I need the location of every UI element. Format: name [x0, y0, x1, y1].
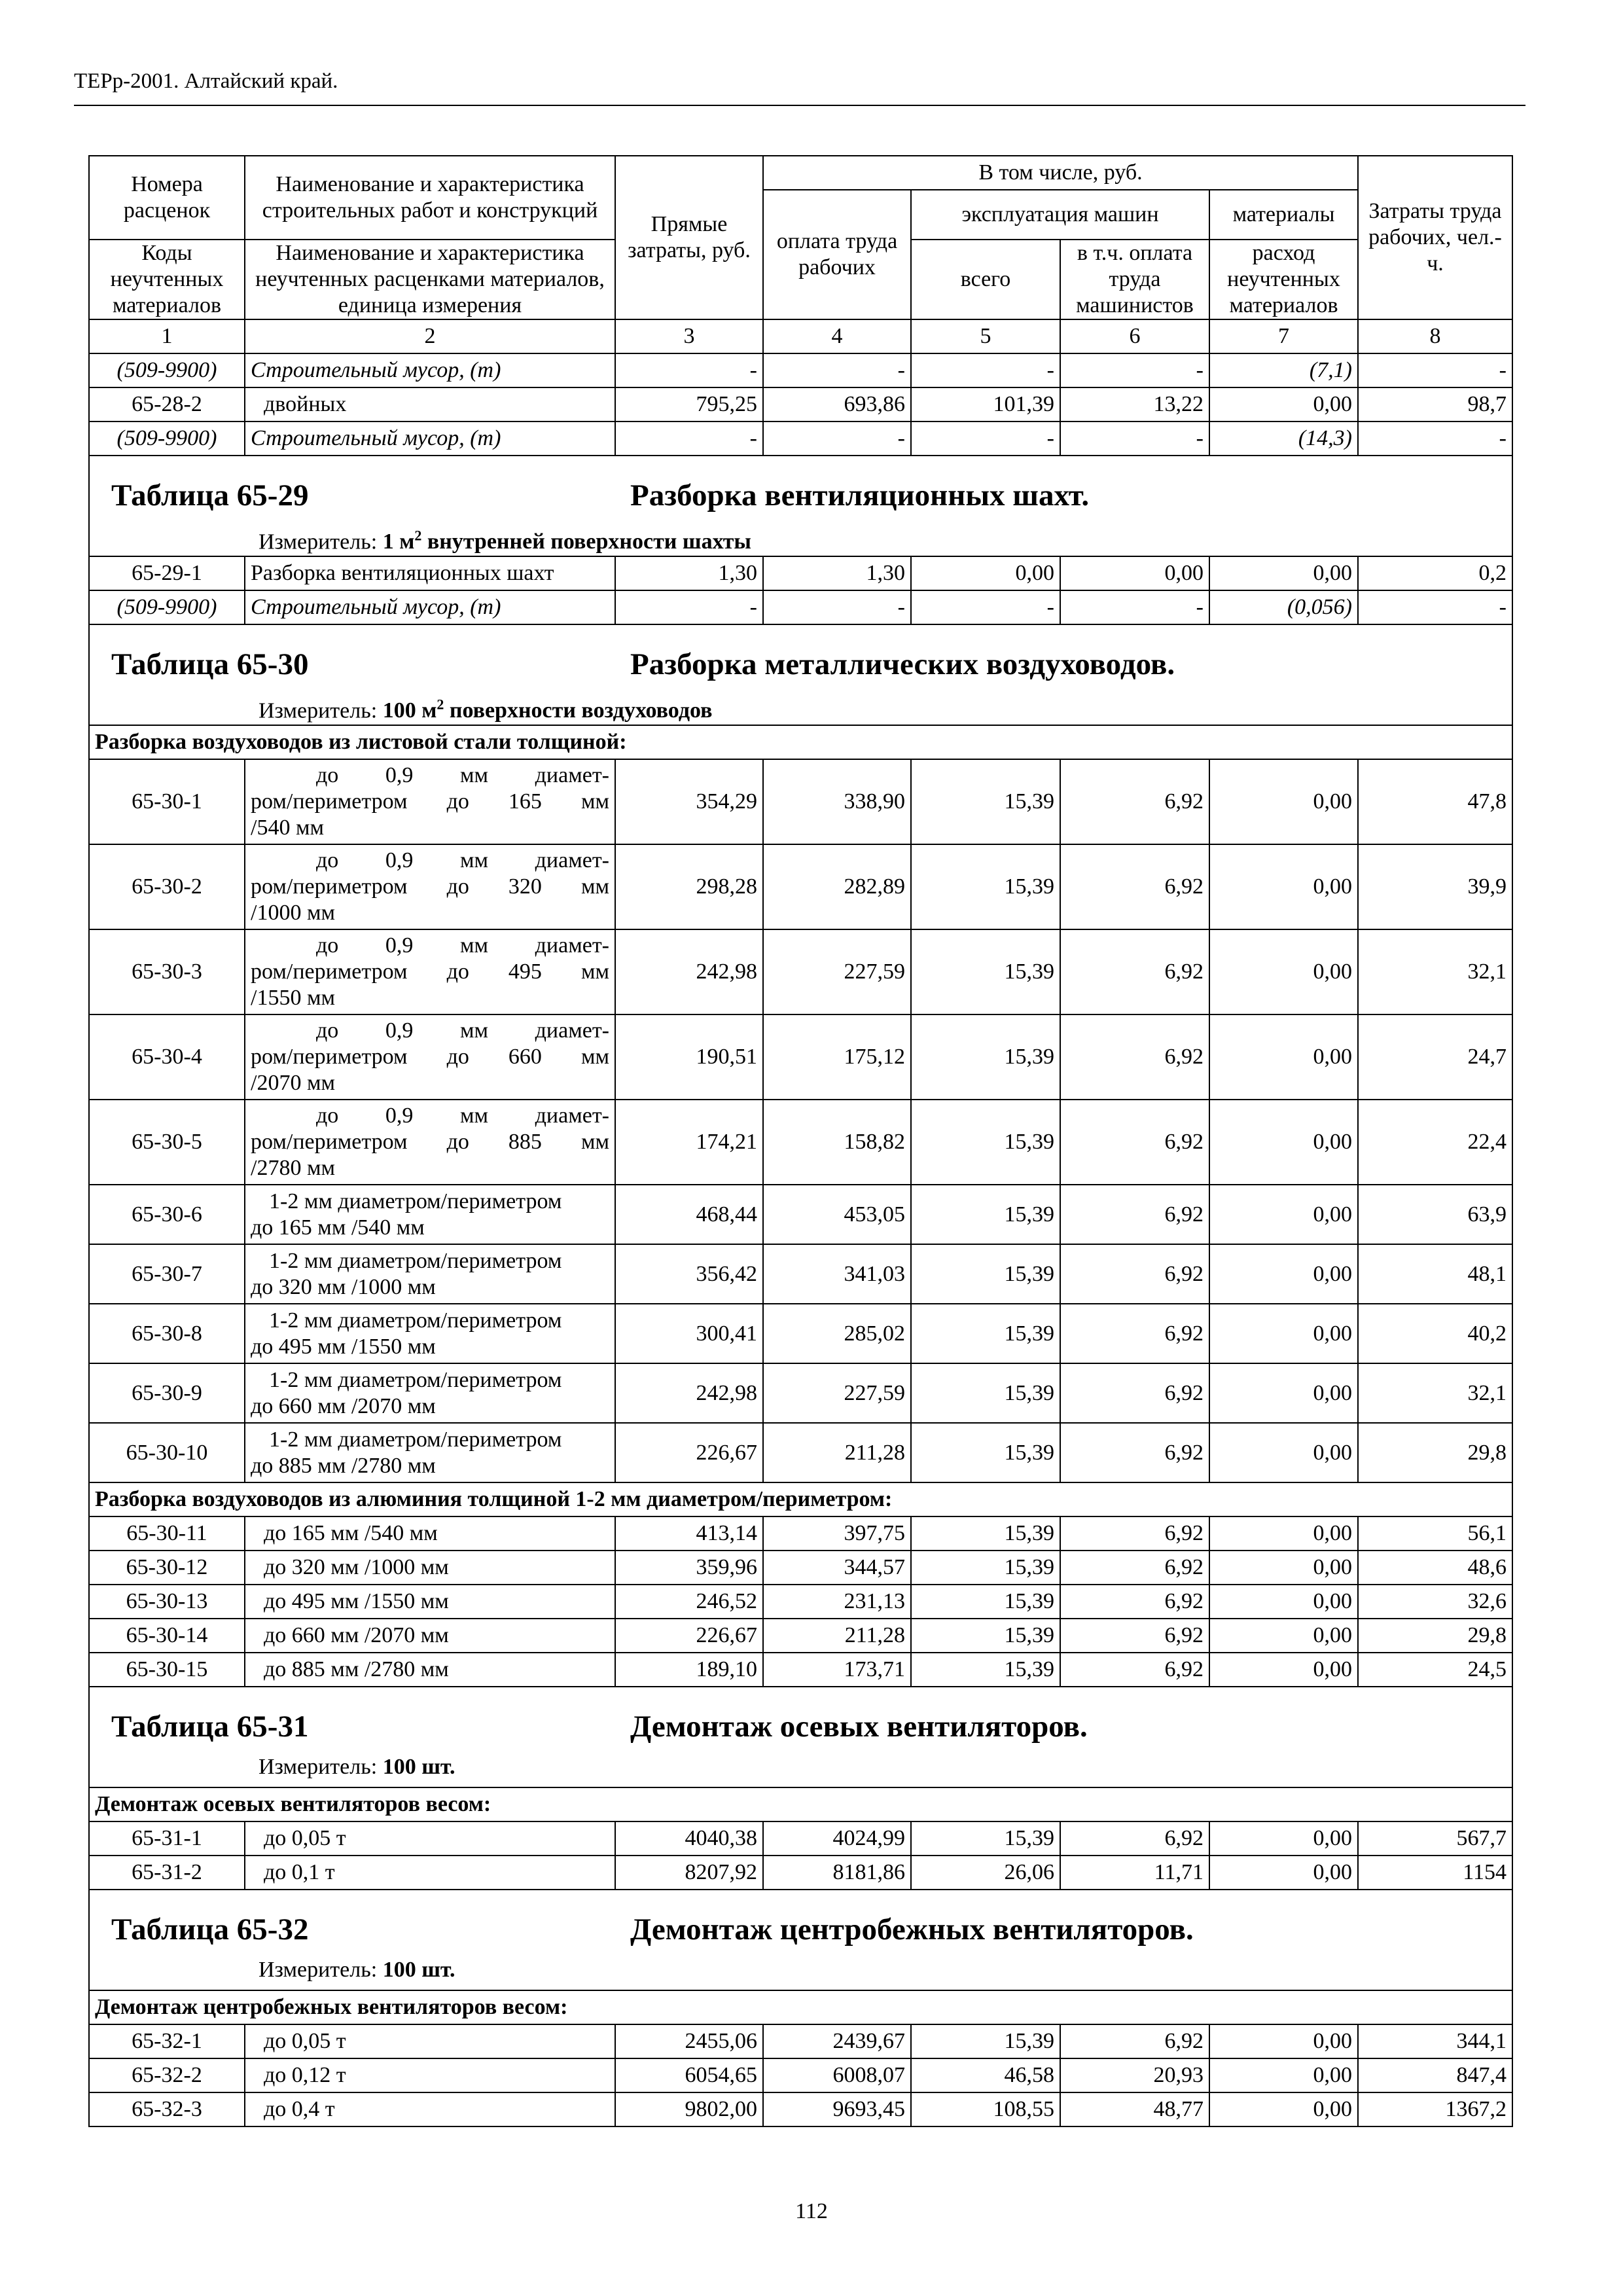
col-header-material-name: Наименование и характеристика неучтенных расценками материалов, единица измерения	[245, 240, 615, 319]
cell-value: 6008,07	[763, 2058, 911, 2092]
cell-value: 6,92	[1060, 1516, 1209, 1551]
cell-value: 795,25	[615, 387, 763, 422]
cell-value: 24,7	[1358, 1014, 1512, 1100]
col-header-labor-hours: Затраты труда рабочих, чел.-ч.	[1358, 156, 1512, 319]
cell-value: 9802,00	[615, 2092, 763, 2126]
cell-value: 174,21	[615, 1100, 763, 1185]
table-number: Таблица 65-31	[111, 1710, 309, 1744]
section-title-row	[89, 624, 1512, 725]
section-title-row	[89, 1890, 1512, 1990]
cell-value: 175,12	[763, 1014, 911, 1100]
cell-value: 242,98	[615, 929, 763, 1014]
cell-value: 15,39	[911, 1619, 1060, 1653]
rate-name: 1-2 мм диаметром/периметром до 660 мм /2070 мм	[245, 1363, 615, 1423]
cell-value: 6,92	[1060, 1014, 1209, 1100]
cell-value: 693,86	[763, 387, 911, 422]
rate-code: 65-30-4	[89, 1014, 245, 1100]
material-code: (509-9900)	[89, 590, 245, 624]
rate-name: до 0,05 т	[245, 1821, 615, 1856]
material-name: Строительный мусор, (т)	[245, 353, 615, 387]
col-number: 2	[245, 319, 615, 353]
cell-value: -	[763, 590, 911, 624]
cell-value: 6,92	[1060, 1423, 1209, 1482]
table-title: Демонтаж центробежных вентиляторов.	[630, 1912, 1194, 1946]
rate-code: 65-31-1	[89, 1821, 245, 1856]
rate-name: 1-2 мм диаметром/периметром до 495 мм /1550 мм	[245, 1304, 615, 1363]
rate-code: 65-30-9	[89, 1363, 245, 1423]
cell-value: (7,1)	[1209, 353, 1358, 387]
col-number: 4	[763, 319, 911, 353]
cell-value: 6,92	[1060, 1185, 1209, 1244]
col-number: 3	[615, 319, 763, 353]
rate-name: до 0,05 т	[245, 2024, 615, 2058]
table-measure: Измеритель: 100 шт.	[259, 1958, 455, 1982]
cell-value: 15,39	[911, 1244, 1060, 1304]
rate-name: до 0,9 мм диамет- ром/периметром до 320 мм /1000 мм	[245, 844, 615, 929]
cell-value: 29,8	[1358, 1619, 1512, 1653]
rate-code: 65-29-1	[89, 556, 245, 590]
cell-value: 15,39	[911, 2024, 1060, 2058]
cell-value: 282,89	[763, 844, 911, 929]
cell-value: 211,28	[763, 1423, 911, 1482]
cell-value: 6,92	[1060, 1653, 1209, 1687]
col-header-operators-pay: в т.ч. оплата труда машинистов	[1060, 240, 1209, 319]
cell-value: 47,8	[1358, 759, 1512, 844]
document-header: ТЕРр-2001. Алтайский край.	[74, 69, 338, 93]
cell-value: 0,00	[1209, 1551, 1358, 1585]
cell-value: 0,00	[1209, 929, 1358, 1014]
cell-value: 0,00	[1209, 1856, 1358, 1890]
col-header-work-name: Наименование и характеристика строительных работ и конструкций	[245, 156, 615, 240]
table-row	[89, 1100, 1512, 1185]
cell-value: 56,1	[1358, 1516, 1512, 1551]
cell-value: 227,59	[763, 1363, 911, 1423]
material-name: Строительный мусор, (т)	[245, 590, 615, 624]
rate-name: до 0,1 т	[245, 1856, 615, 1890]
rate-code: 65-30-8	[89, 1304, 245, 1363]
rate-code: 65-28-2	[89, 387, 245, 422]
cell-value: 0,00	[1209, 2058, 1358, 2092]
col-header-rate-number: Номера расценок	[89, 156, 245, 240]
table-measure: Измеритель: 100 шт.	[259, 1755, 455, 1779]
cell-value: 6,92	[1060, 1821, 1209, 1856]
rate-code: 65-30-13	[89, 1585, 245, 1619]
rate-name: до 495 мм /1550 мм	[245, 1585, 615, 1619]
rate-code: 65-30-1	[89, 759, 245, 844]
table-row	[89, 1423, 1512, 1482]
col-header-materials: материалы	[1209, 190, 1358, 240]
table-row	[89, 1619, 1512, 1653]
cell-value: 39,9	[1358, 844, 1512, 929]
table-row	[89, 387, 1512, 422]
cell-value: 98,7	[1358, 387, 1512, 422]
cell-value: 173,71	[763, 1653, 911, 1687]
cell-value: 0,00	[1209, 1185, 1358, 1244]
cell-value: 397,75	[763, 1516, 911, 1551]
cell-value: 341,03	[763, 1244, 911, 1304]
cell-value: 0,00	[1209, 1821, 1358, 1856]
rate-name: до 0,9 мм диамет- ром/периметром до 165 мм /540 мм	[245, 759, 615, 844]
rate-code: 65-30-2	[89, 844, 245, 929]
table-row	[89, 2092, 1512, 2126]
rate-name: Разборка вентиляционных шахт	[245, 556, 615, 590]
cell-value: 1,30	[763, 556, 911, 590]
cell-value: 15,39	[911, 1014, 1060, 1100]
table-title: Разборка вентиляционных шахт.	[630, 478, 1090, 512]
cell-value: 0,00	[1209, 1516, 1358, 1551]
section-title-row	[89, 1687, 1512, 1787]
cell-value: 468,44	[615, 1185, 763, 1244]
table-number: Таблица 65-29	[111, 478, 309, 512]
cell-value: -	[1358, 590, 1512, 624]
cell-value: 48,1	[1358, 1244, 1512, 1304]
rate-code: 65-32-1	[89, 2024, 245, 2058]
cell-value: 453,05	[763, 1185, 911, 1244]
col-header-worker-pay: оплата труда рабочих	[763, 190, 911, 319]
cell-value: 6,92	[1060, 1100, 1209, 1185]
cell-value: 0,00	[1209, 2024, 1358, 2058]
cell-value: 32,6	[1358, 1585, 1512, 1619]
cell-value: 6,92	[1060, 1363, 1209, 1423]
cell-value: 48,77	[1060, 2092, 1209, 2126]
table-row	[89, 1653, 1512, 1687]
subheading: Демонтаж центробежных вентиляторов весом:	[89, 1990, 1512, 2024]
cell-value: 211,28	[763, 1619, 911, 1653]
rate-name: до 660 мм /2070 мм	[245, 1619, 615, 1653]
cell-value: 4024,99	[763, 1821, 911, 1856]
cell-value: 189,10	[615, 1653, 763, 1687]
table-row	[89, 1244, 1512, 1304]
cell-value: 6,92	[1060, 844, 1209, 929]
table-row	[89, 844, 1512, 929]
cell-value: 0,00	[1209, 1014, 1358, 1100]
cell-value: 20,93	[1060, 2058, 1209, 2092]
col-number: 7	[1209, 319, 1358, 353]
table-row	[89, 353, 1512, 387]
rate-code: 65-30-3	[89, 929, 245, 1014]
cell-value: 2439,67	[763, 2024, 911, 2058]
col-number: 1	[89, 319, 245, 353]
rate-code: 65-30-11	[89, 1516, 245, 1551]
cell-value: -	[911, 590, 1060, 624]
cell-value: 0,00	[1209, 556, 1358, 590]
table-row	[89, 929, 1512, 1014]
cell-value: 15,39	[911, 1585, 1060, 1619]
rate-code: 65-30-10	[89, 1423, 245, 1482]
rate-name: до 0,12 т	[245, 2058, 615, 2092]
cell-value: 0,00	[1209, 1423, 1358, 1482]
cell-value: 15,39	[911, 1363, 1060, 1423]
cell-value: 46,58	[911, 2058, 1060, 2092]
rate-name: до 0,9 мм диамет- ром/периметром до 495 мм /1550 мм	[245, 929, 615, 1014]
rate-name: 1-2 мм диаметром/периметром до 885 мм /2780 мм	[245, 1423, 615, 1482]
table-row	[89, 590, 1512, 624]
cell-value: 32,1	[1358, 1363, 1512, 1423]
cell-value: 0,00	[1060, 556, 1209, 590]
cell-value: (14,3)	[1209, 422, 1358, 456]
cell-value: 15,39	[911, 1653, 1060, 1687]
cell-value: 0,00	[1209, 1304, 1358, 1363]
cell-value: 6054,65	[615, 2058, 763, 2092]
section-title-row	[89, 456, 1512, 556]
cell-value: -	[1060, 353, 1209, 387]
table-row	[89, 1304, 1512, 1363]
rate-code: 65-30-7	[89, 1244, 245, 1304]
cell-value: 15,39	[911, 1821, 1060, 1856]
rate-code: 65-30-6	[89, 1185, 245, 1244]
rate-name: двойных	[245, 387, 615, 422]
table-row	[89, 1821, 1512, 1856]
table-measure: Измеритель: 1 $м^2$ внутренней поверхности шахты	[259, 528, 751, 554]
cell-value: 40,2	[1358, 1304, 1512, 1363]
cell-value: 1,30	[615, 556, 763, 590]
col-header-machines-total: всего	[911, 240, 1060, 319]
cell-value: 567,7	[1358, 1821, 1512, 1856]
rate-name: до 0,9 мм диамет- ром/периметром до 660 мм /2070 мм	[245, 1014, 615, 1100]
header-rule	[74, 105, 1525, 106]
table-row	[89, 2024, 1512, 2058]
table-number: Таблица 65-32	[111, 1912, 309, 1946]
rate-code: 65-30-15	[89, 1653, 245, 1687]
cell-value: 101,39	[911, 387, 1060, 422]
table-row	[89, 759, 1512, 844]
cell-value: -	[1060, 422, 1209, 456]
cell-value: 26,06	[911, 1856, 1060, 1890]
table-row	[89, 1551, 1512, 1585]
cell-value: 847,4	[1358, 2058, 1512, 2092]
cell-value: 15,39	[911, 1423, 1060, 1482]
cell-value: -	[1060, 590, 1209, 624]
subheading-row	[89, 725, 1512, 759]
cell-value: 242,98	[615, 1363, 763, 1423]
subheading-row	[89, 1482, 1512, 1516]
cell-value: -	[615, 590, 763, 624]
subheading-row	[89, 1990, 1512, 2024]
cell-value: -	[911, 422, 1060, 456]
rate-name: до 0,9 мм диамет- ром/периметром до 885 мм /2780 мм	[245, 1100, 615, 1185]
cell-value: 0,00	[911, 556, 1060, 590]
cell-value: 48,6	[1358, 1551, 1512, 1585]
subheading-row	[89, 1787, 1512, 1821]
cell-value: 15,39	[911, 929, 1060, 1014]
table-title: Демонтаж осевых вентиляторов.	[630, 1710, 1088, 1744]
cell-value: 1367,2	[1358, 2092, 1512, 2126]
table-measure: Измеритель: 100 $м^2$ поверхности воздуховодов	[259, 696, 713, 723]
cell-value: 344,1	[1358, 2024, 1512, 2058]
table-row	[89, 1014, 1512, 1100]
cell-value: 15,39	[911, 759, 1060, 844]
cell-value: 6,92	[1060, 1304, 1209, 1363]
table-number: Таблица 65-30	[111, 647, 309, 681]
cell-value: 0,00	[1209, 1653, 1358, 1687]
cell-value: 190,51	[615, 1014, 763, 1100]
cell-value: 285,02	[763, 1304, 911, 1363]
cell-value: (0,056)	[1209, 590, 1358, 624]
cell-value: 8207,92	[615, 1856, 763, 1890]
cell-value: 338,90	[763, 759, 911, 844]
cell-value: 298,28	[615, 844, 763, 929]
rate-name: 1-2 мм диаметром/периметром до 165 мм /540 мм	[245, 1185, 615, 1244]
cell-value: 11,71	[1060, 1856, 1209, 1890]
cell-value: 15,39	[911, 1304, 1060, 1363]
col-number: 8	[1358, 319, 1512, 353]
cell-value: 9693,45	[763, 2092, 911, 2126]
page-number: 112	[795, 2199, 828, 2223]
rate-code: 65-32-3	[89, 2092, 245, 2126]
cell-value: 0,00	[1209, 1619, 1358, 1653]
cell-value: 0,00	[1209, 1585, 1358, 1619]
cell-value: 6,92	[1060, 1585, 1209, 1619]
cell-value: 6,92	[1060, 1619, 1209, 1653]
cell-value: 32,1	[1358, 929, 1512, 1014]
rate-code: 65-30-12	[89, 1551, 245, 1585]
col-header-material-consumption: расход неучтенных материалов	[1209, 240, 1358, 319]
cell-value: -	[1358, 353, 1512, 387]
cell-value: 15,39	[911, 1100, 1060, 1185]
rates-table	[88, 155, 1513, 2127]
col-header-material-codes: Коды неучтенных материалов	[89, 240, 245, 319]
table-row	[89, 1516, 1512, 1551]
cell-value: 8181,86	[763, 1856, 911, 1890]
cell-value: -	[911, 353, 1060, 387]
subheading: Разборка воздуховодов из алюминия толщиной 1-2 мм диаметром/периметром:	[89, 1482, 1512, 1516]
cell-value: 231,13	[763, 1585, 911, 1619]
cell-value: 0,2	[1358, 556, 1512, 590]
cell-value: 300,41	[615, 1304, 763, 1363]
cell-value: 2455,06	[615, 2024, 763, 2058]
col-header-including: В том числе, руб.	[763, 156, 1358, 190]
cell-value: 0,00	[1209, 1100, 1358, 1185]
cell-value: 356,42	[615, 1244, 763, 1304]
table-title: Разборка металлических воздуховодов.	[630, 647, 1175, 681]
cell-value: 226,67	[615, 1423, 763, 1482]
cell-value: 6,92	[1060, 2024, 1209, 2058]
cell-value: 0,00	[1209, 1244, 1358, 1304]
cell-value: 1154	[1358, 1856, 1512, 1890]
cell-value: 344,57	[763, 1551, 911, 1585]
rate-name: до 885 мм /2780 мм	[245, 1653, 615, 1687]
cell-value: 227,59	[763, 929, 911, 1014]
col-header-direct-costs: Прямые затраты, руб.	[615, 156, 763, 319]
table-row	[89, 1363, 1512, 1423]
rate-code: 65-30-14	[89, 1619, 245, 1653]
subheading: Демонтаж осевых вентиляторов весом:	[89, 1787, 1512, 1821]
cell-value: 359,96	[615, 1551, 763, 1585]
cell-value: 108,55	[911, 2092, 1060, 2126]
cell-value: 15,39	[911, 1516, 1060, 1551]
cell-value: 15,39	[911, 844, 1060, 929]
rate-name: до 320 мм /1000 мм	[245, 1551, 615, 1585]
table-row	[89, 1585, 1512, 1619]
cell-value: 15,39	[911, 1551, 1060, 1585]
cell-value: 24,5	[1358, 1653, 1512, 1687]
rate-name: 1-2 мм диаметром/периметром до 320 мм /1000 мм	[245, 1244, 615, 1304]
col-number: 5	[911, 319, 1060, 353]
cell-value: 6,92	[1060, 759, 1209, 844]
rate-code: 65-31-2	[89, 1856, 245, 1890]
table-row	[89, 1856, 1512, 1890]
table-row	[89, 556, 1512, 590]
cell-value: 15,39	[911, 1185, 1060, 1244]
col-number: 6	[1060, 319, 1209, 353]
cell-value: -	[615, 353, 763, 387]
cell-value: 63,9	[1358, 1185, 1512, 1244]
cell-value: 4040,38	[615, 1821, 763, 1856]
cell-value: 226,67	[615, 1619, 763, 1653]
cell-value: -	[615, 422, 763, 456]
cell-value: 6,92	[1060, 1244, 1209, 1304]
cell-value: 13,22	[1060, 387, 1209, 422]
cell-value: -	[763, 353, 911, 387]
rate-name: до 0,4 т	[245, 2092, 615, 2126]
col-header-machines: эксплуатация машин	[911, 190, 1209, 240]
rate-code: 65-32-2	[89, 2058, 245, 2092]
cell-value: 0,00	[1209, 1363, 1358, 1423]
material-code: (509-9900)	[89, 422, 245, 456]
cell-value: 0,00	[1209, 2092, 1358, 2126]
cell-value: 354,29	[615, 759, 763, 844]
cell-value: 6,92	[1060, 1551, 1209, 1585]
subheading: Разборка воздуховодов из листовой стали толщиной:	[89, 725, 1512, 759]
table-row	[89, 2058, 1512, 2092]
cell-value: 0,00	[1209, 759, 1358, 844]
table-row	[89, 422, 1512, 456]
table-row	[89, 1185, 1512, 1244]
cell-value: 22,4	[1358, 1100, 1512, 1185]
cell-value: 413,14	[615, 1516, 763, 1551]
material-code: (509-9900)	[89, 353, 245, 387]
rate-name: до 165 мм /540 мм	[245, 1516, 615, 1551]
cell-value: -	[1358, 422, 1512, 456]
cell-value: 0,00	[1209, 844, 1358, 929]
cell-value: 158,82	[763, 1100, 911, 1185]
cell-value: 246,52	[615, 1585, 763, 1619]
cell-value: 29,8	[1358, 1423, 1512, 1482]
cell-value: -	[763, 422, 911, 456]
rate-code: 65-30-5	[89, 1100, 245, 1185]
cell-value: 6,92	[1060, 929, 1209, 1014]
material-name: Строительный мусор, (т)	[245, 422, 615, 456]
cell-value: 0,00	[1209, 387, 1358, 422]
